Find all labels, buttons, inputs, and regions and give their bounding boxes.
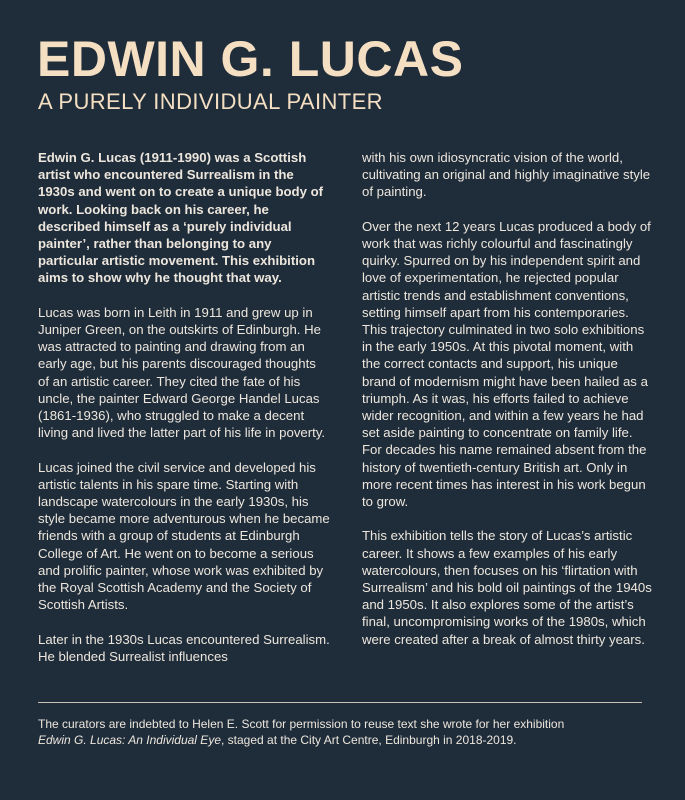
- text-column-right: [362, 149, 652, 665]
- credit-tail: , staged at the City Art Centre, Edinburgh in 2018-2019.: [221, 732, 517, 747]
- later-career-paragraph: Over the next 12 years Lucas produced a body of work that was richly colourful and fascinatingly quirky. Spurred on by his independent spirit and love of experimentation, he rejected popular artistic trends and establishment conventions, setting himself apart from his contemporaries. This trajectory culminated in two solo exhibitions in the early 1950s. At this pivotal moment, with the correct contacts and support, his unique brand of modernism might have been hailed as a triumph. As it was, his efforts failed to achieve wider recognition, and within a few years he had set aside painting to concentrate on family life. For decades his name remained absent from the history of twentieth-century British art. Only in more recent times has interest in his work begun to grow.: [362, 218, 651, 510]
- surrealism-paragraph-start: Later in the 1930s Lucas encountered Surrealism. He blended Surrealist influences: [38, 631, 330, 664]
- footer-credit: [38, 717, 658, 748]
- credit-exhibition-title: Edwin G. Lucas: An Individual Eye: [38, 732, 221, 747]
- career-paragraph: Lucas joined the civil service and developed his artistic talents in his spare time. Starting with landscape watercolours in the early 1930s, his style became more adventurous when he became friends with a group of students at Edinburgh College of Art. He went on to become a serious and prolific painter, whose work was exhibited by the Royal Scottish Academy and the Society of Scottish Artists.: [38, 459, 330, 613]
- page-subtitle: A PURELY INDIVIDUAL PAINTER: [38, 89, 383, 114]
- intro-paragraph: Edwin G. Lucas (1911-1990) was a Scottish artist who encountered Surrealism in the 1930s and went on to create a unique body of work. Looking back on his career, he described himself as a ‘purely individual painter’, rather than belonging to any particular artistic movement. This exhibition aims to show why he thought that way.: [38, 150, 324, 286]
- credit-text: The curators are indebted to Helen E. Scott for permission to reuse text she wrote for her exhibition: [38, 717, 565, 731]
- biography-paragraph: Lucas was born in Leith in 1911 and grew up in Juniper Green, on the outskirts of Edinburgh. He was attracted to painting and drawing from an early age, but his parents discouraged thoughts of an artistic career. They cited the fate of his uncle, the painter Edward George Handel Lucas (1861-1936), who struggled to make a decent living and lived the latter part of his life in poverty.: [38, 304, 326, 441]
- exhibition-summary-paragraph: This exhibition tells the story of Lucas’s artistic career. It shows a few examples of his early watercolours, then focuses on his ‘flirtation with Surrealism’ and his bold oil paintings of the 1940s and 1950s. It also explores some of the artist’s final, uncompromising works of the 1980s, which were created after a break of almost thirty years.: [362, 528, 652, 647]
- text-column-left: [38, 149, 330, 682]
- surrealism-paragraph-end: with his own idiosyncratic vision of the world, cultivating an original and highly imaginative style of painting.: [362, 150, 651, 200]
- page-title: EDWIN G. LUCAS: [37, 31, 464, 87]
- footer-divider: [38, 702, 642, 703]
